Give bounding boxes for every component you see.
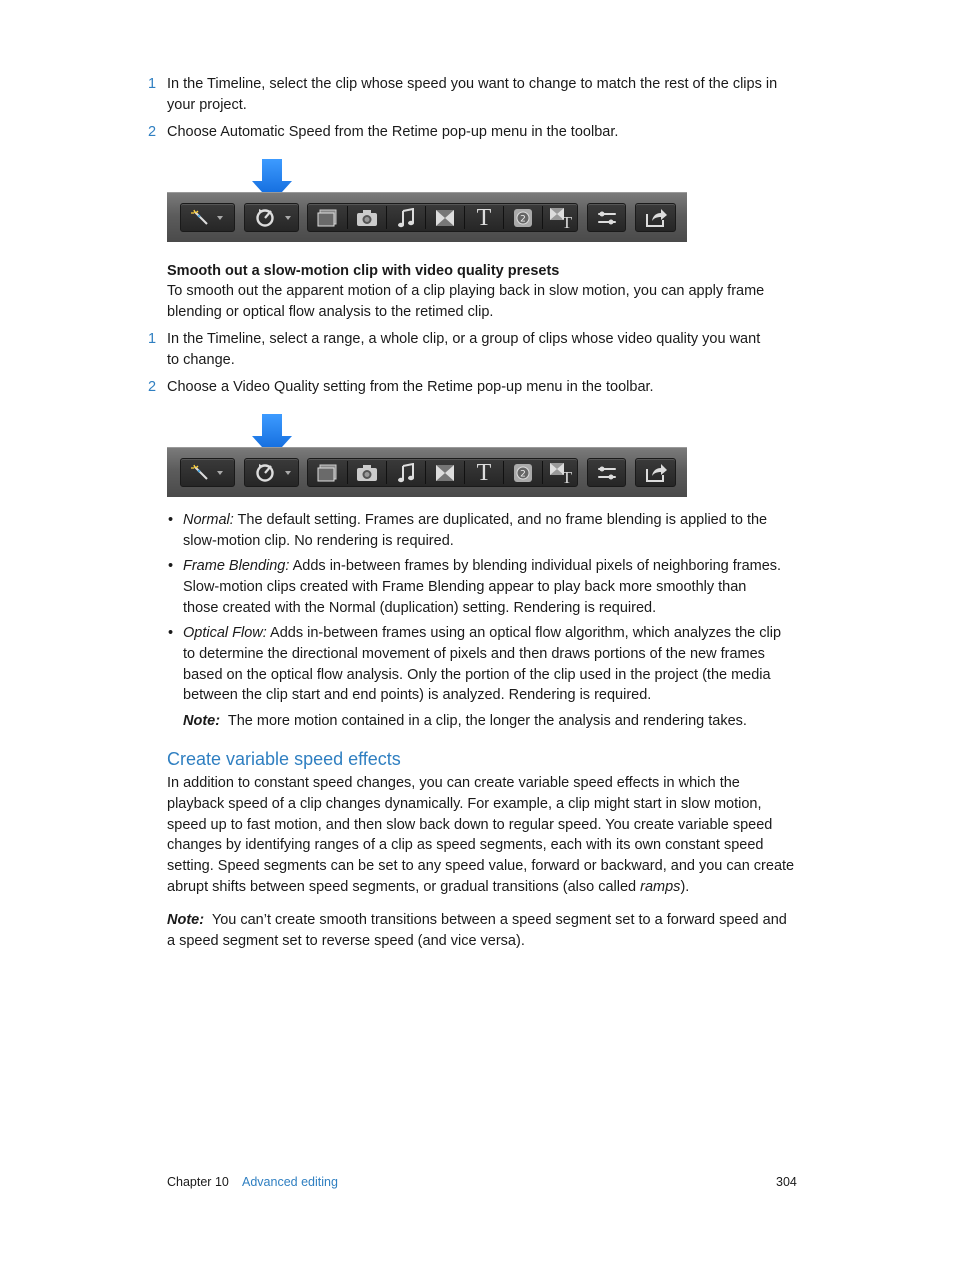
- section-intro: [167, 281, 797, 323]
- page-number: 304: [776, 1175, 797, 1189]
- camera-icon[interactable]: [348, 204, 386, 231]
- enhancements-button[interactable]: [180, 458, 235, 487]
- bullet-marker: •: [168, 512, 174, 528]
- browser-buttons-group: [307, 203, 578, 232]
- step-text: [167, 74, 797, 116]
- step-line: to change.: [167, 351, 235, 368]
- bullet-line: Adds in-between frames using an optical flow algorithm, which analyzes the clip: [270, 625, 782, 641]
- body-line: speed up to fast motion, and then slow back down to regular speed. You create variable speed: [167, 816, 773, 833]
- bullet-marker: •: [168, 558, 174, 574]
- intro-line: blending or optical flow analysis to the retimed clip.: [167, 303, 494, 320]
- svg-text:T: T: [561, 212, 572, 229]
- step-number: 1: [148, 76, 157, 92]
- retime-icon: [251, 459, 295, 486]
- note-label: Note:: [183, 713, 221, 729]
- toolbar: [167, 447, 687, 497]
- note-text: The more motion contained in a clip, the longer the analysis and rendering takes.: [227, 713, 747, 729]
- titles-icon[interactable]: T: [476, 459, 492, 486]
- camera-icon[interactable]: [348, 459, 386, 486]
- bullet-line: based on the optical flow analysis. Only the portion of the clip used in the project (the media: [183, 666, 771, 683]
- section-body: [167, 773, 797, 898]
- body-line: playback speed of a clip changes dynamically. For example, a clip might start in slow motion,: [167, 795, 762, 812]
- step-number: 2: [148, 124, 157, 140]
- generators-icon[interactable]: [504, 204, 542, 231]
- bullet-line: Adds in-between frames by blending individual pixels of neighboring frames.: [292, 558, 782, 574]
- intro-line: To smooth out the apparent motion of a clip playing back in slow motion, you can apply frame: [167, 283, 765, 299]
- bullet-term: Normal:: [183, 512, 234, 528]
- inspector-icon: [590, 204, 624, 231]
- bullet-line: The default setting. Frames are duplicated, and no frame blending is applied to the: [237, 512, 768, 528]
- section-heading: Create variable speed effects: [167, 749, 401, 769]
- transitions-icon[interactable]: [426, 459, 464, 486]
- enhancements-wand-icon: [189, 459, 229, 486]
- themes-icon[interactable]: [543, 459, 578, 486]
- enhancements-button[interactable]: [180, 203, 235, 232]
- share-icon: [638, 204, 674, 231]
- note-text: a speed segment set to reverse speed (and vice versa).: [167, 932, 525, 949]
- bullet-line: slow-motion clip. No rendering is required.: [183, 532, 454, 549]
- bullet-line: between the clip start and end points) is analyzed. Rendering is required.: [183, 687, 652, 704]
- share-button[interactable]: [635, 203, 676, 232]
- body-line: In addition to constant speed changes, you can create variable speed effects in which the: [167, 775, 740, 791]
- toolbar: [167, 192, 687, 242]
- generators-icon[interactable]: [504, 459, 542, 486]
- section-subheading: Smooth out a slow-motion clip with video quality presets: [167, 263, 560, 279]
- step-text: Choose Automatic Speed from the Retime pop-up menu in the toolbar.: [167, 124, 619, 140]
- inspector-button[interactable]: [587, 203, 626, 232]
- themes-icon[interactable]: [543, 204, 578, 231]
- inspector-icon: [590, 459, 624, 486]
- note-label: Note:: [167, 912, 205, 928]
- step-line: your project.: [167, 96, 247, 113]
- music-icon[interactable]: [387, 204, 425, 231]
- svg-text:2: 2: [520, 214, 526, 224]
- share-icon: [638, 459, 674, 486]
- step-line: In the Timeline, select a range, a whole clip, or a group of clips whose video quality you want: [167, 331, 761, 347]
- photo-browser-icon[interactable]: [310, 459, 346, 486]
- bullet-line: to determine the directional movement of pixels and then draws portions of the new frames: [183, 645, 765, 662]
- footer-section-link[interactable]: Advanced editing: [242, 1175, 338, 1189]
- step-number: 2: [148, 379, 157, 395]
- titles-icon[interactable]: T: [476, 204, 492, 231]
- note: [167, 910, 797, 952]
- inspector-button[interactable]: [587, 458, 626, 487]
- bullet-item-optical-flow: [183, 623, 795, 706]
- bullet-marker: •: [168, 625, 174, 641]
- body-line: setting. Speed segments can be set to any speed value, forward or backward, and you can create: [167, 858, 795, 875]
- step-text: [167, 329, 797, 371]
- body-line: abrupt shifts between speed segments, or gradual transitions (also called: [167, 878, 641, 895]
- retime-button[interactable]: [244, 458, 299, 487]
- body-italic: ramps: [640, 878, 681, 895]
- photo-browser-icon[interactable]: [310, 204, 346, 231]
- svg-text:T: T: [561, 467, 572, 484]
- footer-chapter: Chapter 10: [167, 1175, 229, 1189]
- bullet-line: those created with the Normal (duplication) setting. Rendering is required.: [183, 599, 657, 616]
- bullet-item-frame-blending: [183, 556, 795, 618]
- step-number: 1: [148, 331, 157, 347]
- bullet-item-normal: [183, 510, 795, 552]
- body-line: changes by identifying ranges of a clip as speed segments, each with its own constant speed: [167, 837, 764, 854]
- enhancements-wand-icon: [189, 204, 229, 231]
- note-text: You can’t create smooth transitions between a speed segment set to a forward speed and: [211, 912, 787, 928]
- body-line: ).: [680, 878, 690, 895]
- share-button[interactable]: [635, 458, 676, 487]
- retime-button[interactable]: [244, 203, 299, 232]
- music-icon[interactable]: [387, 459, 425, 486]
- browser-buttons-group: [307, 458, 578, 487]
- bullet-term: Optical Flow:: [183, 625, 267, 641]
- step-text: Choose a Video Quality setting from the Retime pop-up menu in the toolbar.: [167, 379, 654, 395]
- svg-text:2: 2: [520, 469, 526, 479]
- transitions-icon[interactable]: [426, 204, 464, 231]
- bullet-line: Slow-motion clips created with Frame Blending appear to play back more smoothly than: [183, 578, 747, 595]
- step-line: In the Timeline, select the clip whose speed you want to change to match the rest of the clips in: [167, 76, 778, 92]
- retime-icon: [251, 204, 295, 231]
- bullet-term: Frame Blending:: [183, 558, 290, 574]
- note: [183, 711, 795, 732]
